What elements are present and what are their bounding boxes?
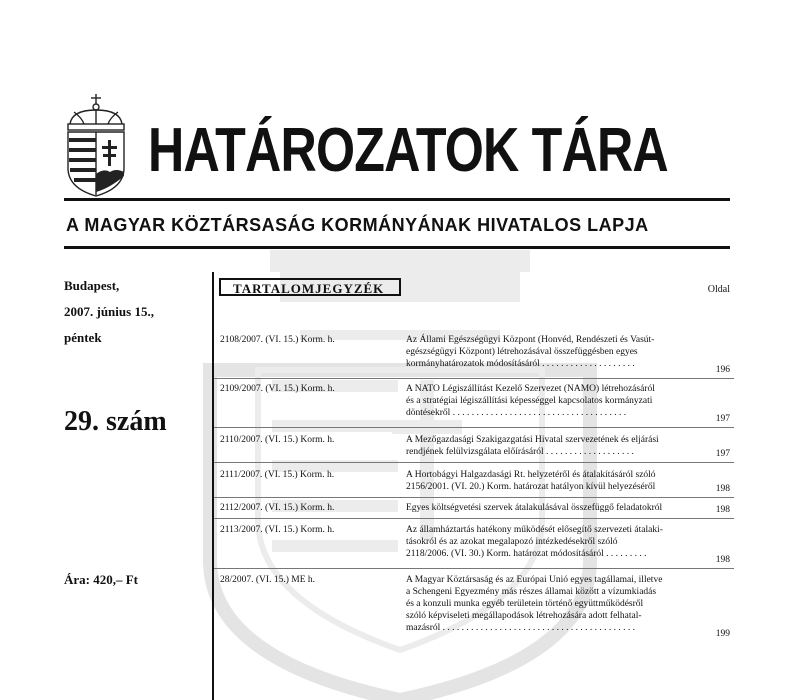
toc-entry-page: 196	[715, 365, 730, 375]
toc-entry-ref: 28/2007. (VI. 15.) ME h.	[220, 575, 315, 585]
toc-entry[interactable]	[214, 322, 734, 378]
toc-entry-ref: 2109/2007. (VI. 15.) Korm. h.	[220, 384, 335, 394]
toc-title: TARTALOMJEGYZÉK	[219, 278, 401, 296]
hungarian-coat-of-arms-emblem	[62, 92, 130, 198]
toc-entry-ref: 2111/2007. (VI. 15.) Korm. h.	[220, 470, 335, 480]
toc-entry-page: 199	[715, 629, 730, 639]
toc-entry[interactable]	[214, 378, 734, 427]
toc-entry-page: 197	[715, 414, 730, 424]
issue-place: Budapest,	[64, 278, 120, 293]
toc-entry-text: Egyes költségvetési szervek átalakulásával összefüggő feladatokról	[406, 503, 663, 513]
toc-page-header: Oldal	[707, 284, 730, 295]
toc-entry-ref: 2113/2007. (VI. 15.) Korm. h.	[220, 525, 335, 535]
publication-subtitle: A MAGYAR KÖZTÁRSASÁG KORMÁNYÁNAK HIVATALOS LAPJA	[66, 215, 649, 235]
toc-entry-ref: 2108/2007. (VI. 15.) Korm. h.	[220, 335, 335, 345]
issue-price: Ára: 420,– Ft	[64, 572, 139, 587]
masthead-title: HATÁROZATOK TÁRA	[148, 116, 668, 185]
toc-entry-page: 198	[715, 505, 730, 515]
toc-entries	[214, 322, 734, 642]
toc-entry-text: A Magyar Köztársaság és az Európai Unió egyes tagállamai, illetve a Schengeni Egyezmény más részes államai között a vízumkiadás és a konzuli munka egyéb területein történő együttműködésről szóló képviseleti megállapodások létrehozására adott felhatal- mazásról . . . . . . . . . . . . . . . . . . . . . . . . . . . . . . . . . . . . . . . . .	[406, 575, 663, 633]
toc-entry[interactable]	[214, 462, 734, 497]
toc-entry-text: A Mezőgazdasági Szakigazgatási Hivatal szervezetének és eljárási rendjének felülvizsgálata előírásáról . . . . . . . . . . . . . . . . . . .	[406, 435, 659, 457]
toc-entry-page: 198	[715, 484, 730, 494]
toc-entry-text: Az államháztartás hatékony működését elősegítő szervezeti átalaki- tásokról és az azokat megalapozó intézkedésekről szóló 2118/2006. (VI. 30.) Korm. határozat módosításáról . . . . . . . . .	[406, 525, 663, 559]
toc-entry-ref: 2112/2007. (VI. 15.) Korm. h.	[220, 503, 335, 513]
toc-entry-ref: 2110/2007. (VI. 15.) Korm. h.	[220, 435, 335, 445]
toc-entry[interactable]	[214, 427, 734, 462]
toc-entry-text: A NATO Légiszállítást Kezelő Szervezet (NAMO) létrehozásáról és a stratégiai légiszállítási képességgel kapcsolatos kormányzati döntésekről . . . . . . . . . . . . . . . . . . . . . . . . . . . . . . . . . . . . .	[406, 384, 655, 418]
issue-number: 29. szám	[64, 406, 167, 437]
issue-date: 2007. június 15.,	[64, 304, 154, 319]
issue-weekday: péntek	[64, 330, 102, 345]
toc-entry[interactable]	[214, 497, 734, 518]
toc-entry[interactable]	[214, 568, 734, 642]
toc-entry-text: Az Állami Egészségügyi Központ (Honvéd, Rendészeti és Vasút- egészségügyi Központ) létrehozásával összefüggésben egyes kormányhatározatok módosításáról . . . . . . . . . . . . . . . . . . . .	[406, 335, 655, 369]
toc-entry[interactable]	[214, 518, 734, 568]
toc-entry-page: 197	[715, 449, 730, 459]
masthead-rule-bottom	[64, 246, 730, 249]
toc-entry-text: A Hortobágyi Halgazdasági Rt. helyzetéről és átalakításáról szóló 2156/2001. (VI. 20.) Korm. határozat hatályon kívül helyezéséről	[406, 470, 656, 492]
masthead-rule-top	[64, 198, 730, 201]
toc-entry-page: 198	[715, 555, 730, 565]
